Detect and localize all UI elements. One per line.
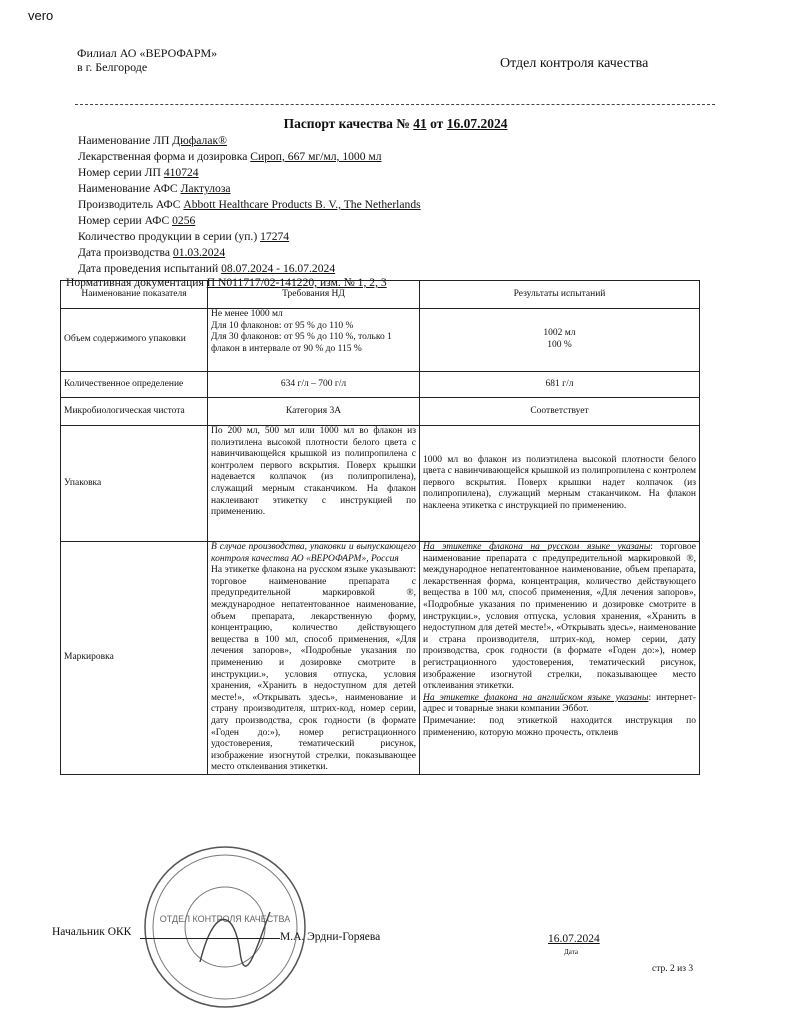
passport-date: 16.07.2024 — [446, 116, 508, 131]
signature-date: 16.07.2024 — [548, 933, 600, 945]
requirement-text: На этикетке флакона на русском языке указывают: торговое наименование препарата с предупредительной маркировкой ®, международное непатентованное наименование, объем препарата, лекарственную форму, концентрацию, количество действующего вещества в 100 мл, способ применения, «Для лечения запоров», «Подробные указания по применению и дозировке смотрите в инструкции.», условия отпуска, условия хранения, «Хранить в недоступном для детей месте!», «Открывать здесь», наименование и страну производителя, штрих-код, номер серии, дату производства, срок годности (в формате «Годен до:»), номер регистрационного удостоверения, тематический рисунок, изображение изогнутой стрелки, показывающее место отклеивания этикетки. — [211, 565, 416, 773]
field-quantity: Количество продукции в серии (уп.) 17274 — [78, 230, 290, 243]
header-parameter: Наименование показателя — [61, 281, 208, 309]
field-dosage-form: Лекарственная форма и дозировка Сироп, 667 мг/мл, 1000 мл — [78, 150, 382, 163]
header-requirements: Требования НД — [208, 281, 420, 309]
header-divider — [75, 104, 715, 105]
row-result — [420, 542, 700, 775]
row-requirement: Не менее 1000 мл Для 10 флаконов: от 95 % до 110 % Для 30 флаконов: от 95 % до 110 %, только 1 флакон в интервале от 90 % до 115 % — [208, 309, 420, 372]
row-parameter: Маркировка — [61, 542, 208, 775]
passport-title — [0, 116, 791, 132]
row-requirement: 634 г/л – 700 г/л — [208, 372, 420, 398]
row-parameter: Микробиологическая чистота — [61, 398, 208, 426]
department-name: Отдел контроля качества — [500, 56, 649, 71]
row-requirement: По 200 мл, 500 мл или 1000 мл во флакон из полиэтилена высокой плотности белого цвета с навинчивающейся крышкой из полипропилена с контролем первого вскрытия. Поверх крышки надевается колпачок (из полипропилена), служащий мерным стаканчиком. На флакон наклеивают этикетку с инструкцией по применению. — [208, 426, 420, 542]
field-normative-doc: Нормативная документация П N011717/02-141220, изм. № 1, 2, 3 — [66, 276, 387, 289]
table-header-row — [61, 281, 700, 309]
field-product-name: Наименование ЛП Дюфалак® — [78, 134, 227, 147]
result-ru: На этикетке флакона на русском языке указаны: торговое наименование препарата с предупредительной маркировкой ®, международное непатентованное наименование, объем препарата, лекарственная форма, концентрация, количество действующего вещества в 100 мл, способ применения, «Для лечения запоров», «Подробные указания по применению и дозировке смотрите в инструкции.», условия отпуска, условия хранения, «Хранить в недоступном для детей месте!», «Открывать здесь», наименование и страна производителя, штрих-код, номер серии, дату производства, срок годности (в формате «Годен до:»), номер регистрационного удостоверения, тематический рисунок, изображение изогнутой стрелки, показывающее место отклеивания этикетки. — [423, 542, 696, 692]
row-result: 1000 мл во флакон из полиэтилена высокой плотности белого цвета с навинчивающейся крышкой из полипропилена с контролем первого вскрытия. Поверх крышки надет колпачок (из полипропилена), служащий мерным стаканчиком. На флакон наклеена этикетка с инструкцией по применению. — [420, 426, 700, 542]
field-api-manufacturer: Производитель АФС Abbott Healthcare Products B. V., The Netherlands — [78, 198, 421, 211]
row-result: 1002 мл 100 % — [420, 309, 700, 372]
signatory-name: М.А. Эрдни-Горяева — [280, 931, 381, 943]
signature-line — [140, 938, 280, 939]
row-parameter: Количественное определение — [61, 372, 208, 398]
table-row — [61, 542, 700, 775]
signatory-position: Начальник ОКК — [52, 926, 132, 938]
result-en: На этикетке флакона на английском языке указаны: интернет-адрес и товарные знаки компании Эббот. — [423, 692, 696, 715]
field-batch-number: Номер серии ЛП 410724 — [78, 166, 199, 179]
field-api-name: Наименование АФС Лактулоза — [78, 182, 231, 195]
stamp-text: ОТДЕЛ КОНТРОЛЯ КАЧЕСТВА — [159, 914, 291, 924]
requirement-italic: В случае производства, упаковки и выпускающего контроля качества АО «ВЕРОФАРМ», Россия — [211, 542, 416, 564]
page-number: стр. 2 из 3 — [652, 964, 694, 974]
title-middle: от — [426, 116, 447, 131]
table-row — [61, 309, 700, 372]
specification-table — [60, 280, 700, 775]
branch-name: Филиал АО «ВЕРОФАРМ» — [77, 46, 218, 60]
header-results: Результаты испытаний — [420, 281, 700, 309]
branch-city: в г. Белгороде — [77, 60, 148, 74]
passport-number: 41 — [413, 116, 427, 131]
quality-control-stamp — [140, 842, 310, 1012]
row-requirement — [208, 542, 420, 775]
row-requirement: Категория 3А — [208, 398, 420, 426]
field-production-date: Дата производства 01.03.2024 — [78, 246, 226, 259]
row-result: 681 г/л — [420, 372, 700, 398]
row-result: Соответствует — [420, 398, 700, 426]
table-row — [61, 398, 700, 426]
result-note: Примечание: под этикеткой находится инструкция по применению, которую можно прочесть, отклеив — [423, 715, 696, 738]
row-parameter: Упаковка — [61, 426, 208, 542]
row-parameter: Объем содержимого упаковки — [61, 309, 208, 372]
title-prefix: Паспорт качества № — [283, 116, 414, 131]
field-api-batch: Номер серии АФС 0256 — [78, 214, 196, 227]
company-logo: vero — [28, 8, 54, 23]
field-test-dates: Дата проведения испытаний 08.07.2024 - 16.07.2024 — [78, 262, 336, 275]
table-row — [61, 372, 700, 398]
table-row — [61, 426, 700, 542]
signature-date-label: Дата — [564, 948, 578, 956]
